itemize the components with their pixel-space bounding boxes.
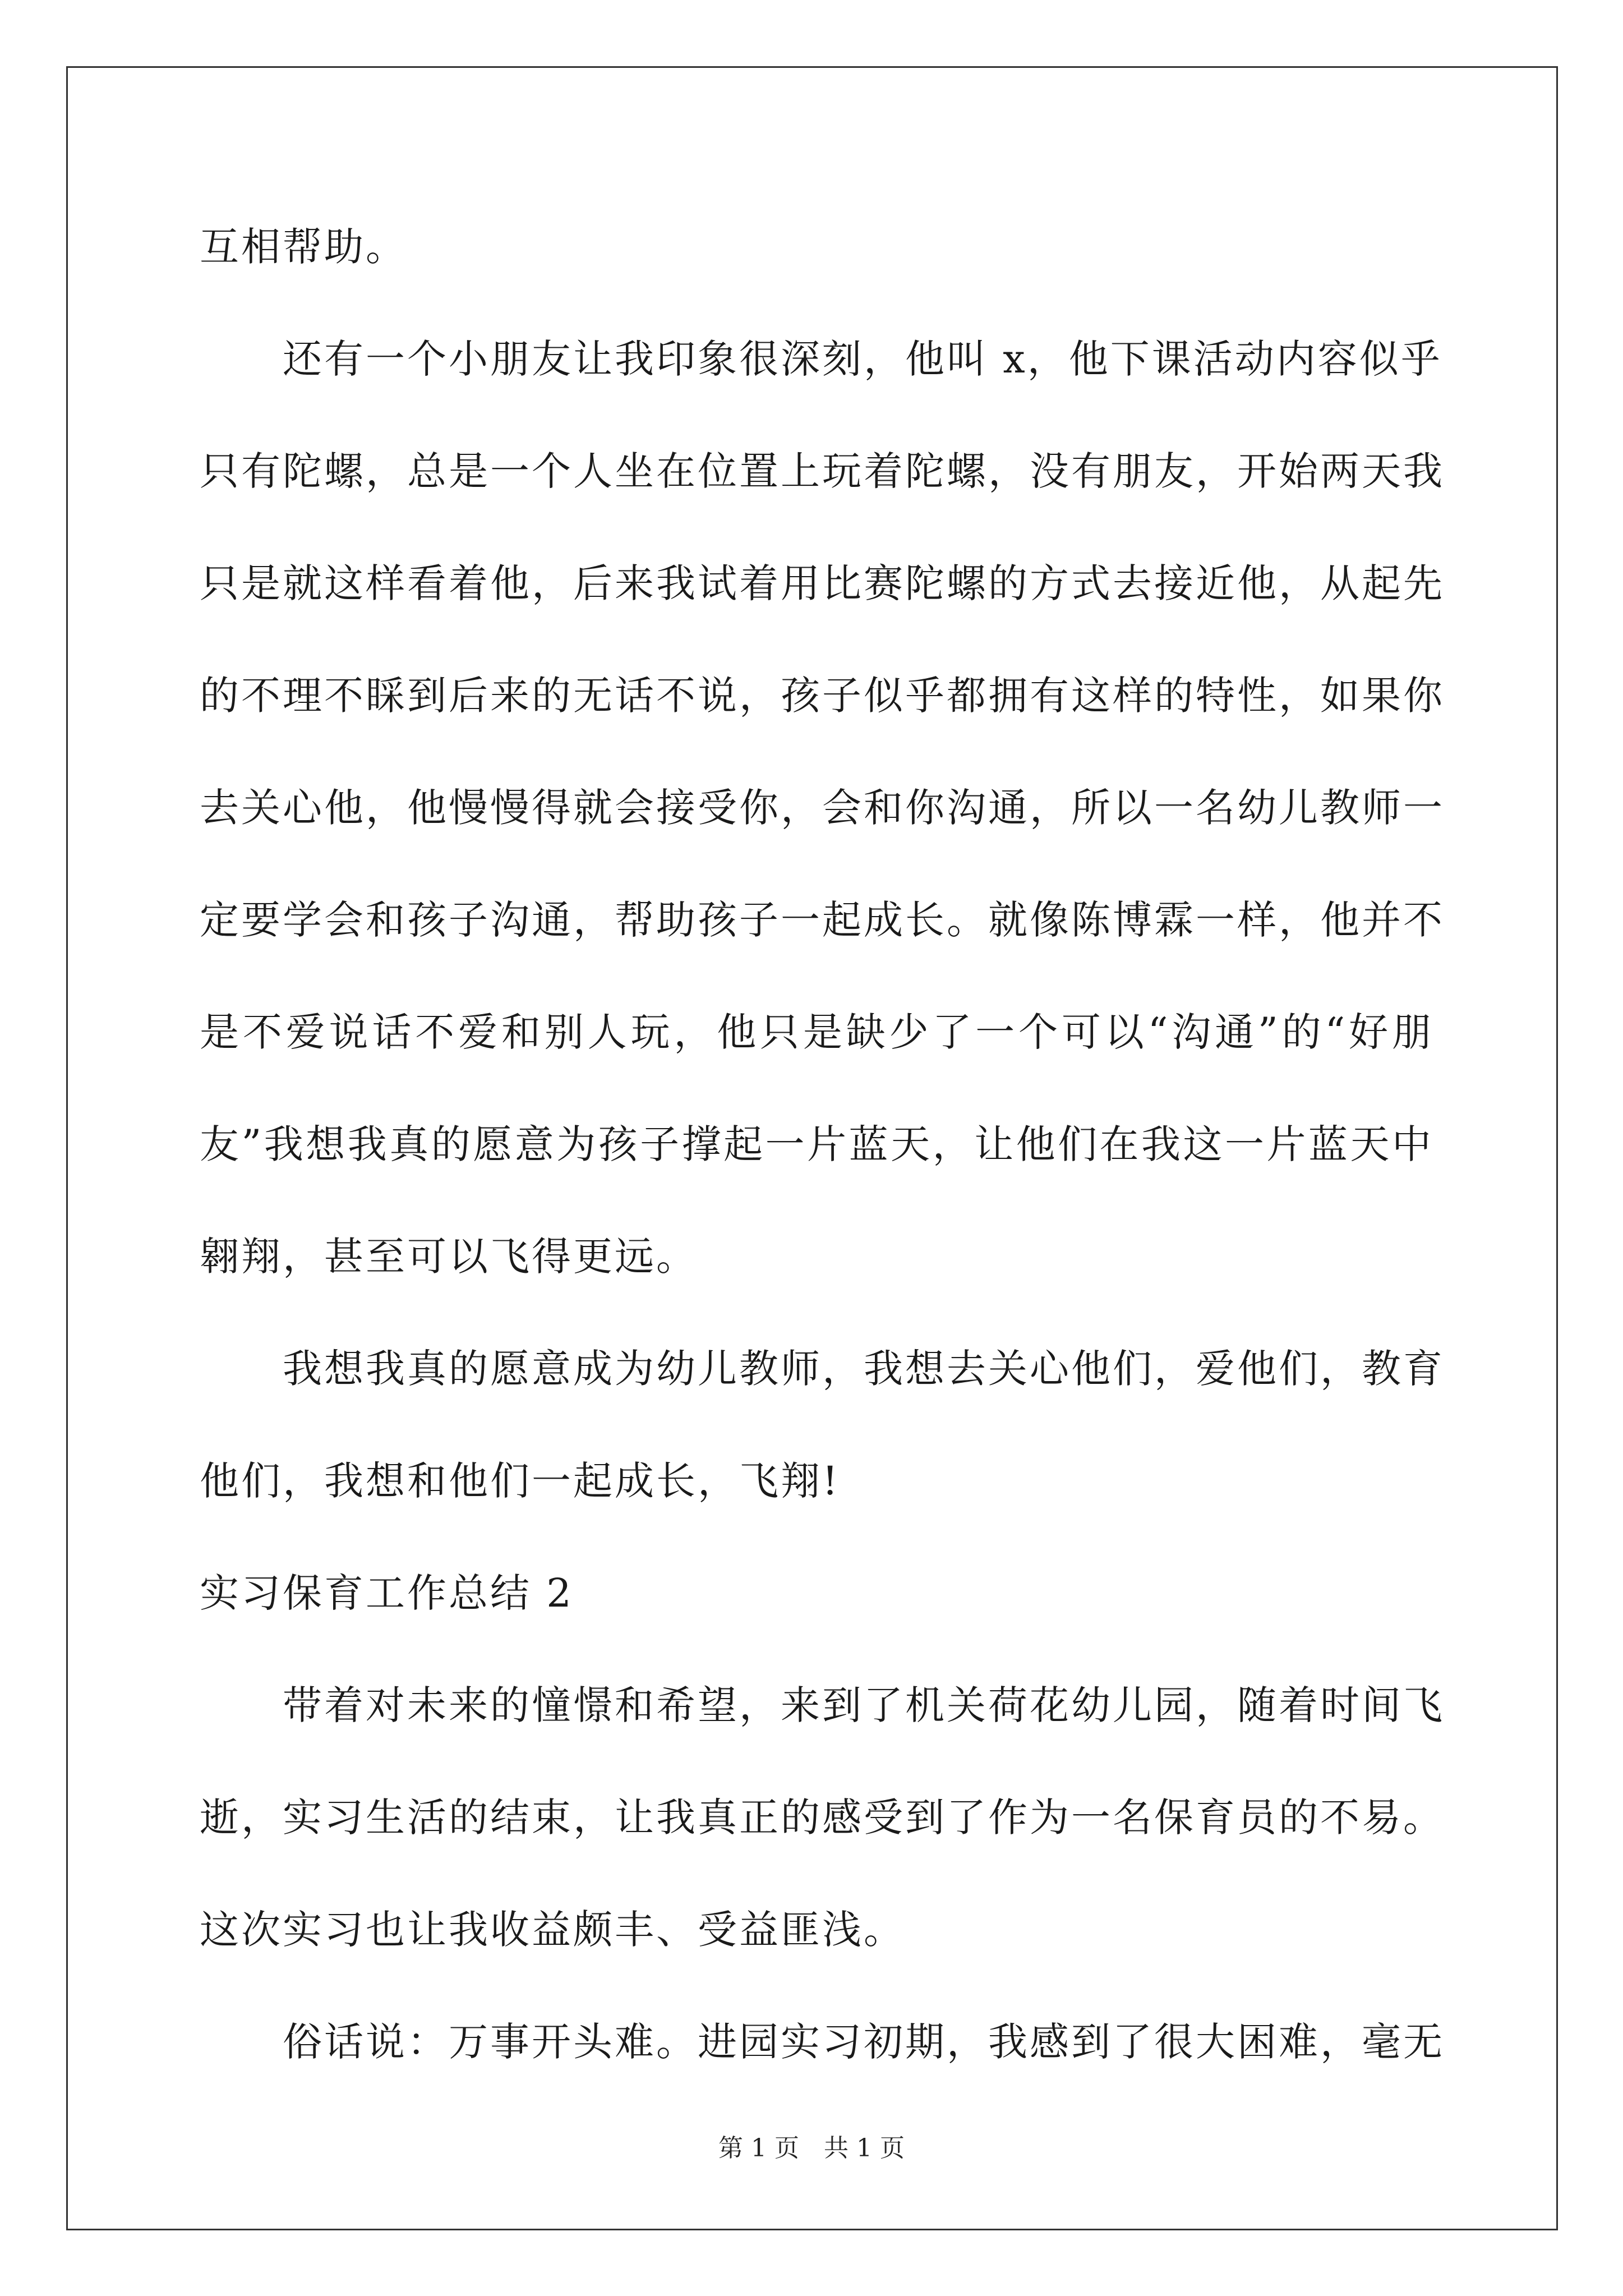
section-heading: 实习保育工作总结 2 — [200, 1570, 574, 1616]
text-line: 友”我想我真的愿意为孩子撑起一片蓝天，让他们在我这一片蓝天中 — [200, 1121, 1433, 1167]
text-line: 去关心他，他慢慢得就会接受你，会和你沟通，所以一名幼儿教师一 — [200, 785, 1445, 831]
text-line: 逝，实习生活的结束，让我真正的感受到了作为一名保育员的不易。 — [200, 1795, 1445, 1841]
text-line: 定要学会和孩子沟通，帮助孩子一起成长。就像陈博霖一样，他并不 — [200, 897, 1445, 943]
text-line: 俗话说：万事开头难。进园实习初期，我感到了很大困难，毫无 — [283, 2019, 1445, 2065]
text-line: 带着对未来的憧憬和希望，来到了机关荷花幼儿园，随着时间飞 — [283, 1682, 1445, 1728]
text-line: 互相帮助。 — [200, 224, 407, 270]
text-line: 只有陀螺，总是一个人坐在位置上玩着陀螺，没有朋友，开始两天我 — [200, 448, 1445, 494]
text-line: 他们，我想和他们一起成长，飞翔! — [200, 1458, 841, 1504]
text-line: 只是就这样看着他，后来我试着用比赛陀螺的方式去接近他，从起先 — [200, 560, 1445, 606]
text-line: 翱翔，甚至可以飞得更远。 — [200, 1234, 698, 1280]
text-line: 这次实习也让我收益颇丰、受益匪浅。 — [200, 1907, 905, 1953]
text-line: 还有一个小朋友让我印象很深刻，他叫 x，他下课活动内容似乎 — [283, 336, 1442, 382]
text-line: 我想我真的愿意成为幼儿教师，我想去关心他们，爱他们，教育 — [283, 1346, 1445, 1392]
text-line: 是不爱说话不爱和别人玩，他只是缺少了一个可以“沟通”的“好朋 — [200, 1009, 1433, 1055]
page-number-footer: 第 1 页 共 1 页 — [718, 2134, 905, 2162]
text-line: 的不理不睬到后来的无话不说，孩子似乎都拥有这样的特性，如果你 — [200, 673, 1445, 719]
